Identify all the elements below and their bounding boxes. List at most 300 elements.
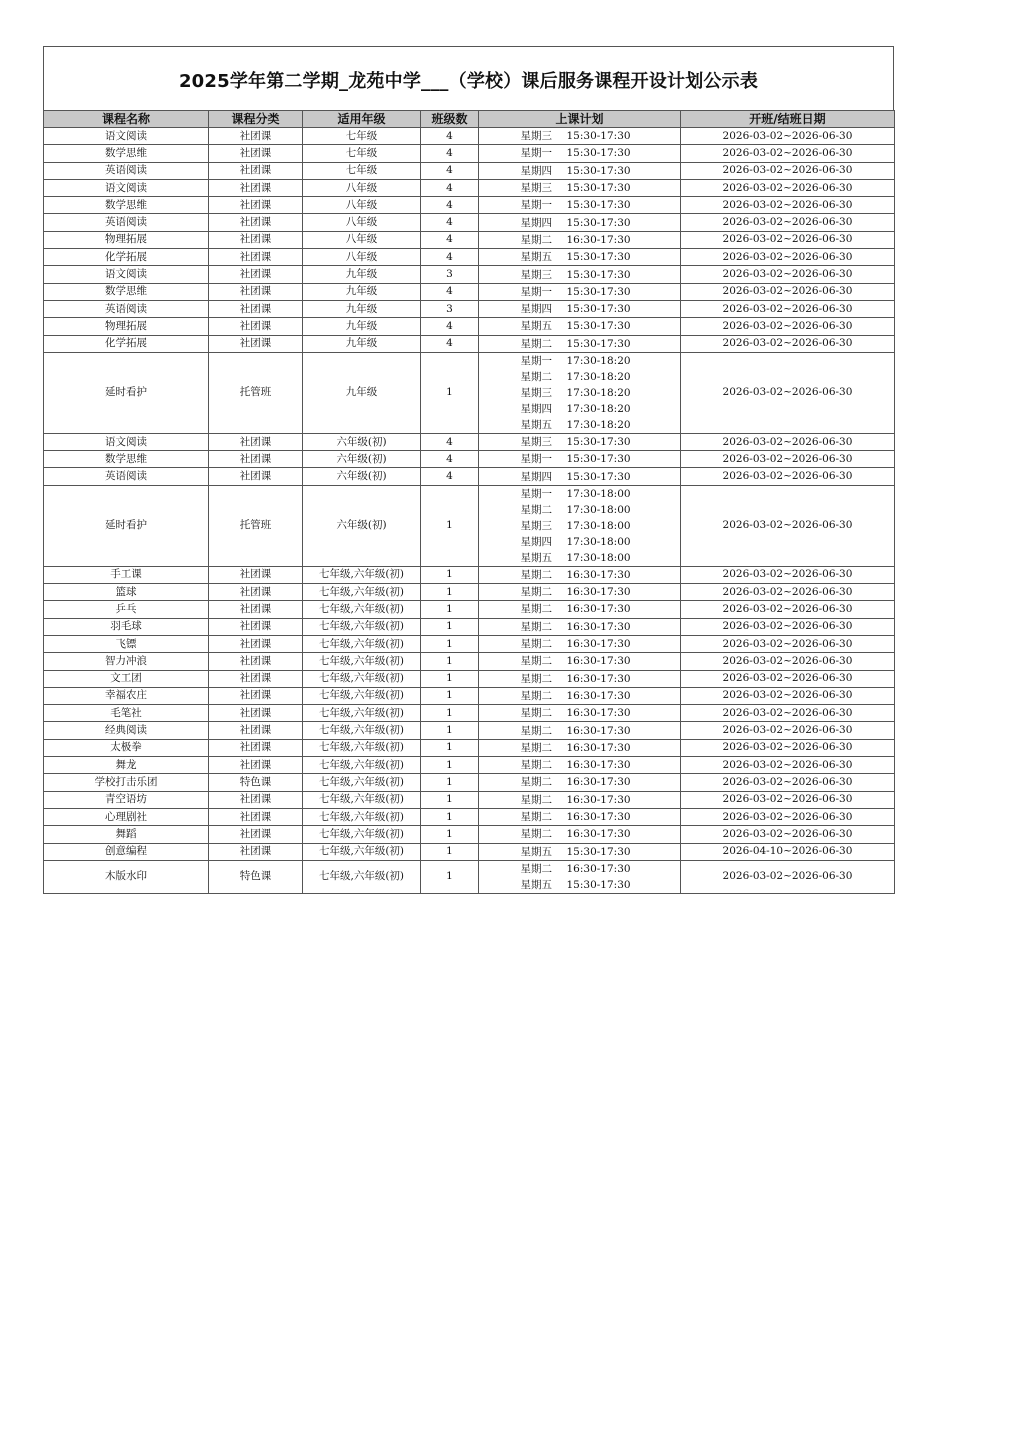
class-count-cell: 4 [421, 128, 479, 145]
grade-cell: 八年级 [303, 197, 421, 214]
class-count-cell: 1 [421, 566, 479, 583]
table-row [44, 601, 895, 618]
schedule-day: 星期三 [520, 130, 552, 143]
schedule-line [479, 757, 680, 773]
schedule-line [479, 163, 680, 179]
schedule-line [479, 232, 680, 248]
dates-cell: 2026-03-02~2026-06-30 [681, 566, 895, 583]
schedule-day: 星期四 [520, 470, 552, 483]
schedule-day: 星期五 [520, 418, 552, 431]
class-count-cell: 1 [421, 653, 479, 670]
class-count-cell: 4 [421, 468, 479, 485]
grade-cell: 七年级,六年级(初) [303, 618, 421, 635]
course-name-cell: 心理剧社 [44, 808, 209, 825]
course-name-cell: 化学拓展 [44, 249, 209, 266]
course-name-cell: 物理拓展 [44, 231, 209, 248]
course-name-cell: 延时看护 [44, 485, 209, 566]
schedule-day: 星期三 [520, 519, 552, 532]
course-name-cell: 语文阅读 [44, 433, 209, 450]
schedule-day: 星期二 [520, 568, 552, 581]
schedule-time: 17:30-18:00 [566, 503, 631, 516]
schedule-line [479, 844, 680, 860]
schedule-day: 星期五 [520, 320, 552, 333]
category-cell: 社团课 [209, 335, 303, 352]
class-count-cell: 4 [421, 231, 479, 248]
schedule-day: 星期一 [520, 147, 552, 160]
schedule-time: 15:30-17:30 [566, 303, 631, 316]
class-count-cell: 3 [421, 266, 479, 283]
table-row [44, 335, 895, 352]
schedule-day: 星期二 [520, 793, 552, 806]
schedule-day: 星期四 [520, 216, 552, 229]
schedule-day: 星期二 [520, 672, 552, 685]
class-count-cell: 1 [421, 705, 479, 722]
schedule-cell [479, 566, 681, 583]
schedule-day: 星期二 [520, 638, 552, 651]
table-row [44, 687, 895, 704]
schedule-cell [479, 774, 681, 791]
table-row [44, 791, 895, 808]
schedule-line [479, 861, 680, 877]
schedule-line [479, 301, 680, 317]
table-row [44, 451, 895, 468]
class-count-cell: 1 [421, 843, 479, 860]
schedule-time: 16:30-17:30 [566, 638, 631, 651]
schedule-cell [479, 808, 681, 825]
class-count-cell: 4 [421, 179, 479, 196]
category-cell: 社团课 [209, 197, 303, 214]
class-count-cell: 1 [421, 618, 479, 635]
schedule-line [479, 417, 680, 433]
page-title: 2025学年第二学期_龙苑中学___（学校）课后服务课程开设计划公示表 [178, 70, 759, 92]
schedule-time: 16:30-17:30 [566, 689, 631, 702]
schedule-time: 15:30-17:30 [566, 470, 631, 483]
schedule-time: 16:30-17:30 [566, 655, 631, 668]
category-cell: 特色课 [209, 860, 303, 893]
schedule-day: 星期二 [520, 337, 552, 350]
schedule-cell [479, 128, 681, 145]
schedule-line [479, 601, 680, 617]
schedule-line [479, 723, 680, 739]
header-dates: 开班/结班日期 [681, 111, 895, 128]
schedule-time: 16:30-17:30 [566, 759, 631, 772]
course-name-cell: 羽毛球 [44, 618, 209, 635]
schedule-cell [479, 352, 681, 433]
schedule-cell [479, 601, 681, 618]
schedule-time: 15:30-17:30 [566, 130, 631, 143]
dates-cell: 2026-03-02~2026-06-30 [681, 433, 895, 450]
table-row [44, 485, 895, 566]
schedule-time: 17:30-18:00 [566, 487, 631, 500]
grade-cell: 七年级 [303, 145, 421, 162]
category-cell: 社团课 [209, 843, 303, 860]
dates-cell: 2026-03-02~2026-06-30 [681, 179, 895, 196]
schedule-time: 15:30-17:30 [566, 147, 631, 160]
schedule-day: 星期五 [520, 251, 552, 264]
schedule-day: 星期二 [520, 620, 552, 633]
category-cell: 社团课 [209, 635, 303, 652]
course-name-cell: 数学思维 [44, 451, 209, 468]
category-cell: 社团课 [209, 283, 303, 300]
schedule-day: 星期二 [520, 759, 552, 772]
table-row [44, 300, 895, 317]
class-count-cell: 4 [421, 283, 479, 300]
schedule-cell [479, 283, 681, 300]
dates-cell: 2026-03-02~2026-06-30 [681, 601, 895, 618]
category-cell: 社团课 [209, 249, 303, 266]
dates-cell: 2026-03-02~2026-06-30 [681, 653, 895, 670]
schedule-day: 星期四 [520, 402, 552, 415]
schedule-line [479, 774, 680, 790]
table-row [44, 352, 895, 433]
schedule-time: 16:30-17:30 [566, 707, 631, 720]
table-row [44, 249, 895, 266]
class-count-cell: 3 [421, 300, 479, 317]
table-row [44, 739, 895, 756]
dates-cell: 2026-03-02~2026-06-30 [681, 352, 895, 433]
course-name-cell: 青空语坊 [44, 791, 209, 808]
class-count-cell: 1 [421, 791, 479, 808]
course-name-cell: 舞龙 [44, 757, 209, 774]
schedule-day: 星期五 [520, 878, 552, 891]
schedule-day: 星期五 [520, 845, 552, 858]
category-cell: 社团课 [209, 179, 303, 196]
class-count-cell: 1 [421, 601, 479, 618]
category-cell: 社团课 [209, 433, 303, 450]
grade-cell: 七年级,六年级(初) [303, 843, 421, 860]
category-cell: 社团课 [209, 266, 303, 283]
table-body [44, 128, 895, 894]
schedule-day: 星期二 [520, 370, 552, 383]
schedule-cell [479, 162, 681, 179]
schedule-cell [479, 300, 681, 317]
grade-cell: 九年级 [303, 335, 421, 352]
schedule-day: 星期一 [520, 285, 552, 298]
grade-cell: 七年级,六年级(初) [303, 705, 421, 722]
category-cell: 社团课 [209, 687, 303, 704]
course-name-cell: 飞镖 [44, 635, 209, 652]
schedule-time: 16:30-17:30 [566, 568, 631, 581]
table-row [44, 433, 895, 450]
schedule-cell [479, 468, 681, 485]
grade-cell: 九年级 [303, 352, 421, 433]
dates-cell: 2026-03-02~2026-06-30 [681, 485, 895, 566]
dates-cell: 2026-03-02~2026-06-30 [681, 162, 895, 179]
class-count-cell: 1 [421, 722, 479, 739]
category-cell: 社团课 [209, 214, 303, 231]
dates-cell: 2026-03-02~2026-06-30 [681, 687, 895, 704]
dates-cell: 2026-03-02~2026-06-30 [681, 618, 895, 635]
dates-cell: 2026-03-02~2026-06-30 [681, 635, 895, 652]
course-name-cell: 经典阅读 [44, 722, 209, 739]
course-name-cell: 创意编程 [44, 843, 209, 860]
class-count-cell: 1 [421, 774, 479, 791]
schedule-cell [479, 826, 681, 843]
dates-cell: 2026-03-02~2026-06-30 [681, 231, 895, 248]
grade-cell: 七年级 [303, 162, 421, 179]
table-row [44, 843, 895, 860]
class-count-cell: 4 [421, 162, 479, 179]
schedule-cell [479, 231, 681, 248]
schedule-line [479, 145, 680, 161]
schedule-day: 星期二 [520, 724, 552, 737]
schedule-day: 星期三 [520, 386, 552, 399]
schedule-line [479, 128, 680, 144]
schedule-time: 15:30-17:30 [566, 285, 631, 298]
dates-cell: 2026-03-02~2026-06-30 [681, 318, 895, 335]
table-row [44, 197, 895, 214]
schedule-time: 16:30-17:30 [566, 672, 631, 685]
schedule-time: 16:30-17:30 [566, 603, 631, 616]
schedule-cell [479, 705, 681, 722]
grade-cell: 七年级,六年级(初) [303, 635, 421, 652]
dates-cell: 2026-03-02~2026-06-30 [681, 283, 895, 300]
schedule-day: 星期一 [520, 453, 552, 466]
class-count-cell: 1 [421, 485, 479, 566]
table-row [44, 231, 895, 248]
schedule-day: 星期一 [520, 199, 552, 212]
schedule-day: 星期一 [520, 487, 552, 500]
class-count-cell: 1 [421, 635, 479, 652]
grade-cell: 六年级(初) [303, 451, 421, 468]
schedule-time: 17:30-18:20 [566, 354, 631, 367]
grade-cell: 八年级 [303, 249, 421, 266]
course-name-cell: 英语阅读 [44, 162, 209, 179]
grade-cell: 六年级(初) [303, 485, 421, 566]
table-row [44, 826, 895, 843]
category-cell: 社团课 [209, 757, 303, 774]
schedule-day: 星期二 [520, 586, 552, 599]
schedule-line [479, 653, 680, 669]
class-count-cell: 1 [421, 808, 479, 825]
schedule-cell [479, 739, 681, 756]
schedule-cell [479, 179, 681, 196]
schedule-time: 16:30-17:30 [566, 620, 631, 633]
category-cell: 社团课 [209, 722, 303, 739]
schedule-time: 15:30-17:30 [566, 268, 631, 281]
class-count-cell: 1 [421, 757, 479, 774]
schedule-cell [479, 318, 681, 335]
schedule-cell [479, 843, 681, 860]
dates-cell: 2026-03-02~2026-06-30 [681, 249, 895, 266]
schedule-time: 16:30-17:30 [566, 776, 631, 789]
schedule-cell [479, 722, 681, 739]
class-count-cell: 4 [421, 451, 479, 468]
schedule-day: 星期二 [520, 862, 552, 875]
grade-cell: 九年级 [303, 266, 421, 283]
grade-cell: 七年级,六年级(初) [303, 826, 421, 843]
grade-cell: 七年级,六年级(初) [303, 601, 421, 618]
category-cell: 社团课 [209, 231, 303, 248]
category-cell: 社团课 [209, 300, 303, 317]
table-row [44, 860, 895, 893]
dates-cell: 2026-03-02~2026-06-30 [681, 300, 895, 317]
schedule-day: 星期四 [520, 535, 552, 548]
course-name-cell: 乒乓 [44, 601, 209, 618]
schedule-day: 星期三 [520, 268, 552, 281]
class-count-cell: 1 [421, 860, 479, 893]
course-name-cell: 英语阅读 [44, 300, 209, 317]
category-cell: 社团课 [209, 791, 303, 808]
dates-cell: 2026-03-02~2026-06-30 [681, 214, 895, 231]
schedule-line [479, 197, 680, 213]
schedule-time: 15:30-17:30 [566, 337, 631, 350]
schedule-time: 15:30-17:30 [566, 216, 631, 229]
course-name-cell: 太极拳 [44, 739, 209, 756]
schedule-day: 星期三 [520, 182, 552, 195]
dates-cell: 2026-03-02~2026-06-30 [681, 197, 895, 214]
schedule-time: 16:30-17:30 [566, 724, 631, 737]
course-name-cell: 英语阅读 [44, 468, 209, 485]
schedule-time: 15:30-17:30 [566, 182, 631, 195]
schedule-line [479, 792, 680, 808]
class-count-cell: 4 [421, 197, 479, 214]
schedule-line [479, 369, 680, 385]
schedule-day: 星期二 [520, 233, 552, 246]
category-cell: 社团课 [209, 653, 303, 670]
table-row [44, 283, 895, 300]
schedule-line [479, 740, 680, 756]
course-name-cell: 物理拓展 [44, 318, 209, 335]
grade-cell: 七年级,六年级(初) [303, 653, 421, 670]
course-name-cell: 幸福农庄 [44, 687, 209, 704]
course-name-cell: 手工课 [44, 566, 209, 583]
schedule-cell [479, 791, 681, 808]
dates-cell: 2026-03-02~2026-06-30 [681, 808, 895, 825]
schedule-cell [479, 618, 681, 635]
table-row [44, 162, 895, 179]
schedule-line [479, 502, 680, 518]
table-header-row [44, 111, 895, 128]
schedule-cell [479, 687, 681, 704]
schedule-line [479, 826, 680, 842]
schedule-time: 15:30-17:30 [566, 453, 631, 466]
schedule-cell [479, 433, 681, 450]
class-count-cell: 4 [421, 335, 479, 352]
schedule-time: 16:30-17:30 [566, 586, 631, 599]
schedule-line [479, 584, 680, 600]
category-cell: 特色课 [209, 774, 303, 791]
dates-cell: 2026-03-02~2026-06-30 [681, 757, 895, 774]
course-name-cell: 舞蹈 [44, 826, 209, 843]
schedule-time: 15:30-17:30 [566, 320, 631, 333]
course-name-cell: 语文阅读 [44, 179, 209, 196]
grade-cell: 七年级,六年级(初) [303, 566, 421, 583]
dates-cell: 2026-03-02~2026-06-30 [681, 722, 895, 739]
category-cell: 社团课 [209, 601, 303, 618]
schedule-cell [479, 335, 681, 352]
schedule-time: 17:30-18:20 [566, 370, 631, 383]
course-plan-sheet [43, 46, 894, 894]
schedule-cell [479, 451, 681, 468]
schedule-time: 16:30-17:30 [566, 793, 631, 806]
header-course-name: 课程名称 [44, 111, 209, 128]
grade-cell: 九年级 [303, 318, 421, 335]
schedule-time: 17:30-18:00 [566, 535, 631, 548]
table-row [44, 635, 895, 652]
schedule-line [479, 284, 680, 300]
schedule-day: 星期二 [520, 603, 552, 616]
schedule-line [479, 518, 680, 534]
class-count-cell: 1 [421, 826, 479, 843]
grade-cell: 七年级 [303, 128, 421, 145]
schedule-cell [479, 197, 681, 214]
schedule-line [479, 550, 680, 566]
category-cell: 社团课 [209, 826, 303, 843]
schedule-time: 16:30-17:30 [566, 828, 631, 841]
schedule-time: 17:30-18:20 [566, 402, 631, 415]
schedule-line [479, 688, 680, 704]
class-count-cell: 1 [421, 352, 479, 433]
course-name-cell: 智力冲浪 [44, 653, 209, 670]
schedule-time: 17:30-18:20 [566, 418, 631, 431]
course-name-cell: 英语阅读 [44, 214, 209, 231]
table-row [44, 705, 895, 722]
schedule-line [479, 671, 680, 687]
schedule-time: 15:30-17:30 [566, 164, 631, 177]
grade-cell: 七年级,六年级(初) [303, 722, 421, 739]
table-row [44, 145, 895, 162]
grade-cell: 八年级 [303, 231, 421, 248]
schedule-cell [479, 635, 681, 652]
grade-cell: 七年级,六年级(初) [303, 584, 421, 601]
schedule-cell [479, 653, 681, 670]
course-name-cell: 数学思维 [44, 145, 209, 162]
dates-cell: 2026-03-02~2026-06-30 [681, 670, 895, 687]
course-name-cell: 延时看护 [44, 352, 209, 433]
schedule-line [479, 336, 680, 352]
course-name-cell: 篮球 [44, 584, 209, 601]
table-row [44, 128, 895, 145]
schedule-line [479, 434, 680, 450]
dates-cell: 2026-03-02~2026-06-30 [681, 266, 895, 283]
schedule-time: 17:30-18:00 [566, 551, 631, 564]
grade-cell: 七年级,六年级(初) [303, 774, 421, 791]
dates-cell: 2026-03-02~2026-06-30 [681, 705, 895, 722]
table-row [44, 670, 895, 687]
course-name-cell: 毛笔社 [44, 705, 209, 722]
category-cell: 社团课 [209, 468, 303, 485]
table-row [44, 584, 895, 601]
class-count-cell: 4 [421, 318, 479, 335]
schedule-line [479, 451, 680, 467]
class-count-cell: 1 [421, 739, 479, 756]
grade-cell: 七年级,六年级(初) [303, 687, 421, 704]
category-cell: 社团课 [209, 618, 303, 635]
dates-cell: 2026-03-02~2026-06-30 [681, 826, 895, 843]
schedule-line [479, 705, 680, 721]
course-table [43, 110, 895, 894]
category-cell: 托管班 [209, 485, 303, 566]
table-row [44, 179, 895, 196]
schedule-day: 星期二 [520, 503, 552, 516]
schedule-line [479, 534, 680, 550]
dates-cell: 2026-03-02~2026-06-30 [681, 145, 895, 162]
schedule-time: 15:30-17:30 [566, 436, 631, 448]
category-cell: 社团课 [209, 318, 303, 335]
table-row [44, 266, 895, 283]
category-cell: 社团课 [209, 566, 303, 583]
schedule-line [479, 486, 680, 502]
schedule-day: 星期二 [520, 741, 552, 754]
grade-cell: 六年级(初) [303, 433, 421, 450]
schedule-day: 星期二 [520, 776, 552, 789]
schedule-cell [479, 214, 681, 231]
class-count-cell: 4 [421, 249, 479, 266]
schedule-day: 星期四 [520, 164, 552, 177]
schedule-line [479, 401, 680, 417]
category-cell: 社团课 [209, 705, 303, 722]
